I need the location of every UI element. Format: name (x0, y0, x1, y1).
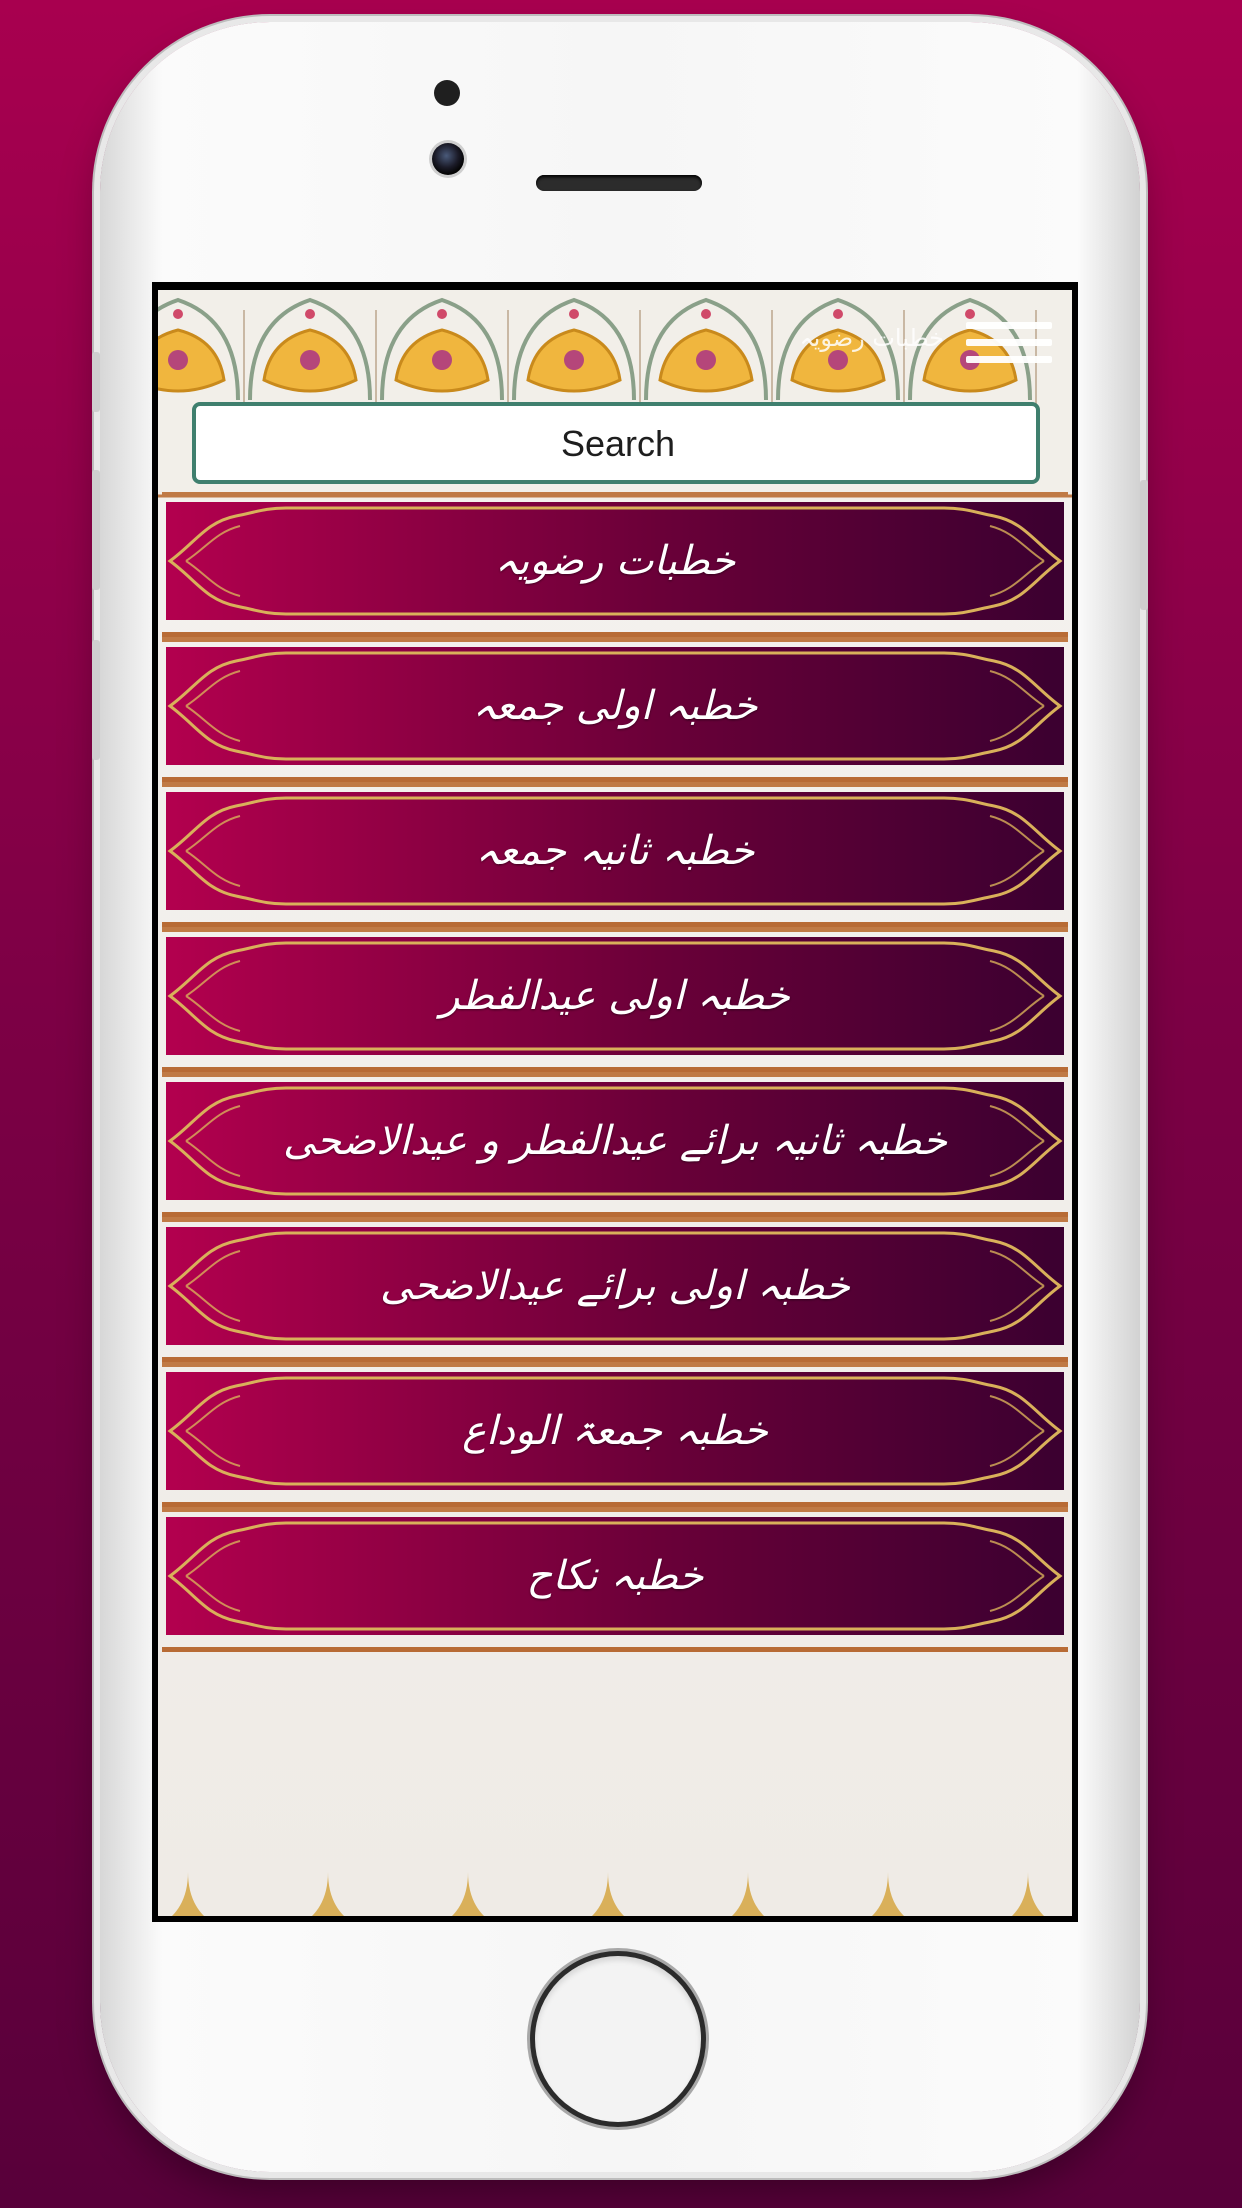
list-item-label: خطبات رضویہ (494, 538, 736, 584)
menu-bar (966, 339, 1052, 346)
list-item-label: خطبہ اولی جمعہ (472, 683, 758, 729)
volume-down-button (92, 640, 100, 760)
app-title: خطبات رضویہ (799, 324, 944, 352)
divider (162, 927, 1068, 932)
divider (162, 1362, 1068, 1367)
list-item-button[interactable] (166, 792, 1064, 910)
phone-screen (152, 282, 1078, 1922)
list-item-button[interactable] (166, 502, 1064, 620)
ornament-spike (312, 1872, 344, 1916)
list-item-button[interactable] (166, 1082, 1064, 1200)
list-item-label: خطبہ اولی برائے عیدالاضحی (379, 1263, 851, 1309)
speaker-grille (536, 175, 702, 191)
camera-lens-icon (432, 143, 464, 175)
list-item-label: خطبہ نکاح (526, 1553, 704, 1599)
bottom-ornament (158, 1870, 1072, 1916)
mute-switch (92, 352, 100, 412)
menu-bar (966, 356, 1052, 363)
menu-bar (966, 322, 1052, 329)
divider (162, 782, 1068, 787)
list-item-button[interactable] (166, 1372, 1064, 1490)
divider (162, 1507, 1068, 1512)
divider (162, 1217, 1068, 1222)
list-item (158, 1217, 1072, 1362)
list-item-label: خطبہ جمعۃ الوداع (462, 1408, 768, 1454)
ornament-spike (452, 1872, 484, 1916)
app-screen (158, 290, 1072, 1916)
search-box (192, 402, 1040, 484)
list-item-button[interactable] (166, 1517, 1064, 1635)
divider (162, 637, 1068, 642)
front-camera-dot (434, 80, 460, 106)
list-item (158, 782, 1072, 927)
divider (162, 492, 1068, 497)
home-button[interactable] (535, 1956, 701, 2122)
list-item (158, 1072, 1072, 1217)
list-item-label: خطبہ ثانیہ جمعہ (475, 828, 755, 874)
ornament-spike (1012, 1872, 1044, 1916)
list-item-label: خطبہ ثانیہ برائے عیدالفطر و عیدالاضحی (282, 1118, 948, 1164)
list-item (158, 927, 1072, 1072)
power-button (1140, 480, 1148, 610)
ornament-spike (872, 1872, 904, 1916)
search-input[interactable] (196, 406, 1040, 482)
list-item (158, 1507, 1072, 1652)
list-item (158, 637, 1072, 782)
ornament-spike (732, 1872, 764, 1916)
khutbat-list (158, 492, 1072, 1652)
list-item (158, 492, 1072, 637)
list-item-label: خطبہ اولی عیدالفطر (440, 973, 790, 1019)
divider (162, 1072, 1068, 1077)
ornament-spike (172, 1872, 204, 1916)
list-item-button[interactable] (166, 1227, 1064, 1345)
list-item-button[interactable] (166, 647, 1064, 765)
volume-up-button (92, 470, 100, 590)
hamburger-menu-icon[interactable] (966, 316, 1058, 372)
list-item (158, 1362, 1072, 1507)
list-item-button[interactable] (166, 937, 1064, 1055)
divider (162, 1647, 1068, 1652)
ornament-spike (592, 1872, 624, 1916)
